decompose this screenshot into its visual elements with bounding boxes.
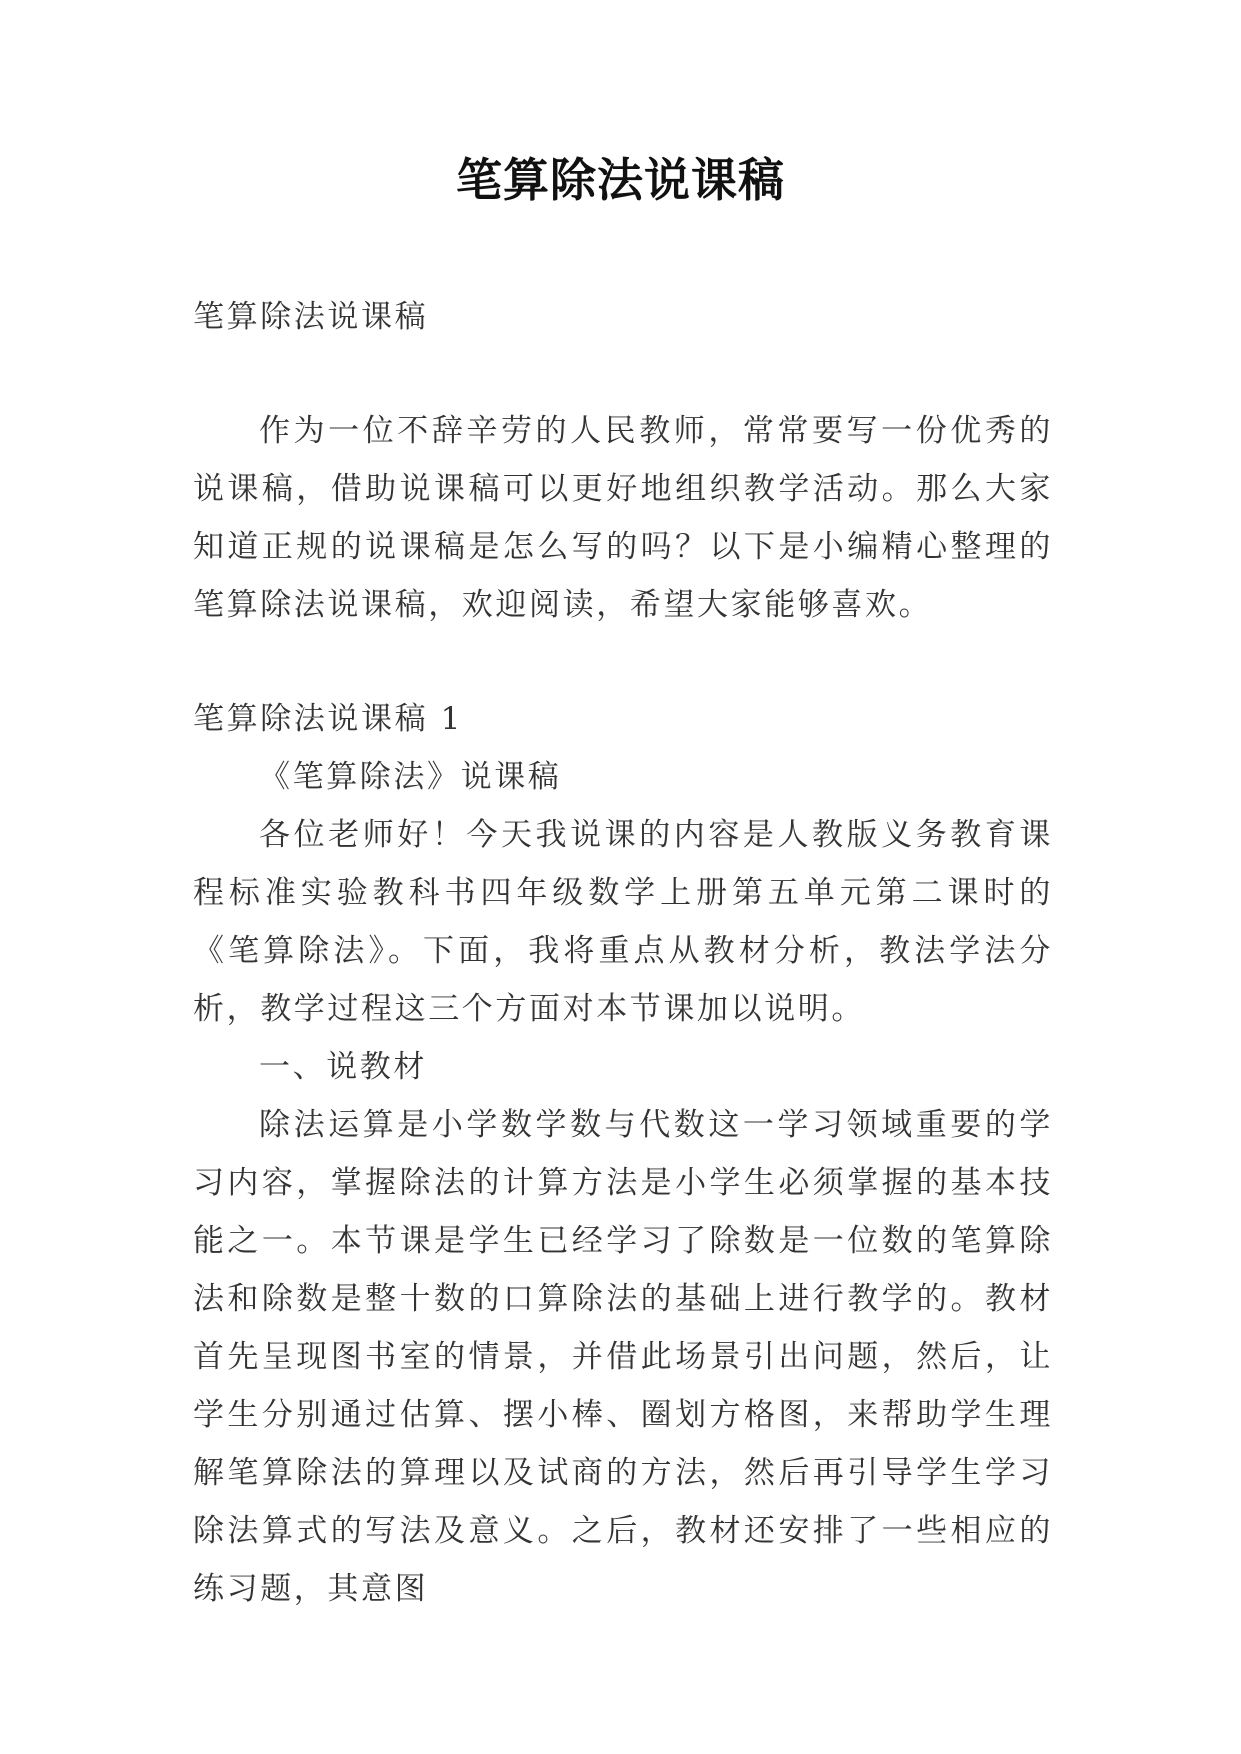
- body-paragraph: 除法运算是小学数学数与代数这一学习领域重要的学习内容，掌握除法的计算方法是小学生必须掌握的基本技能之一。本节课是学生已经学习了除数是一位数的笔算除法和除数是整十数的口算除法的基础上进行教学的。教材首先呈现图书室的情景，并借此场景引出问题，然后，让学生分别通过估算、摆小棒、圈划方格图，来帮助学生理解笔算除法的算理以及试商的方法，然后再引导学生学习除法算式的写法及意义。之后，教材还安排了一些相应的练习题，其意图: [193, 1107, 1053, 1607]
- document-body: [193, 288, 1053, 1618]
- section-heading: 笔算除法说课稿 1: [193, 701, 463, 737]
- document-subtitle: 笔算除法说课稿: [193, 299, 429, 335]
- document-title: 笔算除法说课稿: [456, 153, 785, 207]
- section-subheading: 一、说教材: [259, 1049, 427, 1085]
- intro-paragraph: 作为一位不辞辛劳的人民教师，常常要写一份优秀的说课稿，借助说课稿可以更好地组织教学活动。那么大家知道正规的说课稿是怎么写的吗？以下是小编精心整理的笔算除法说课稿，欢迎阅读，希望大家能够喜欢。: [193, 413, 1053, 623]
- body-paragraph: 各位老师好！今天我说课的内容是人教版义务教育课程标准实验教科书四年级数学上册第五单元第二课时的《笔算除法》。下面，我将重点从教材分析，教法学法分析，教学过程这三个方面对本节课加以说明。: [193, 817, 1053, 1027]
- lesson-title: 《笔算除法》说课稿: [259, 759, 562, 795]
